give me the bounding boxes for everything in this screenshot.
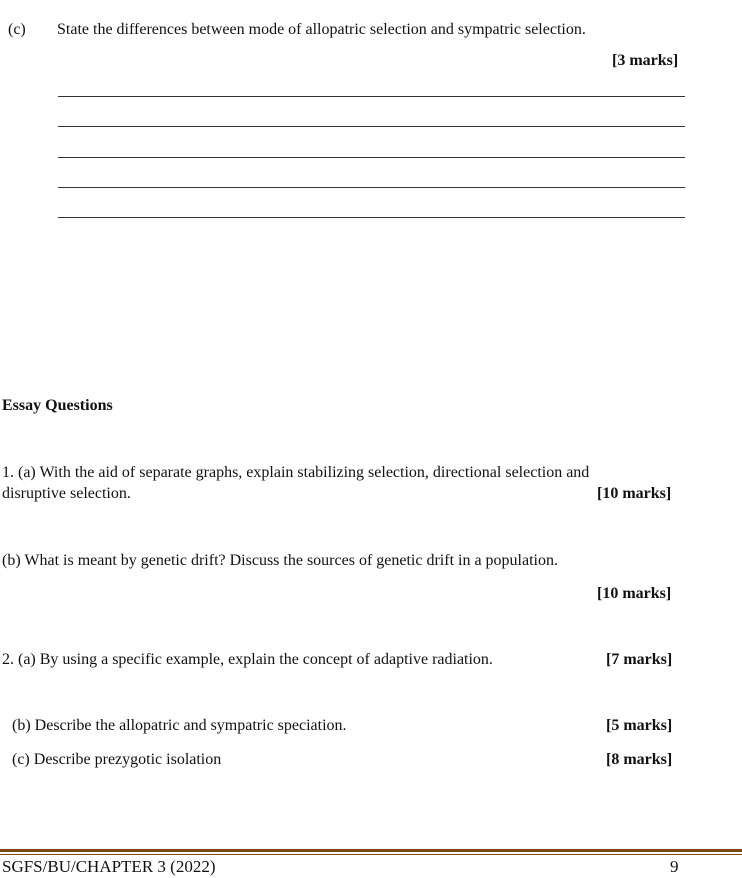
answer-line [58,217,685,218]
question-2a-marks: [7 marks] [606,651,673,668]
page-number: 9 [670,857,679,876]
answer-line [58,96,685,97]
answer-line [58,126,685,127]
essay-heading: Essay Questions [2,397,113,414]
answer-line [58,157,685,158]
question-1a-line1: 1. (a) With the aid of separate graphs, explain stabilizing selection, directional selection and [2,464,590,481]
question-1b-text: (b) What is meant by genetic drift? Discuss the sources of genetic drift in a population. [2,552,558,569]
question-c-text: State the differences between mode of allopatric selection and sympatric selection. [57,21,586,38]
question-c-marks: [3 marks] [612,52,679,69]
question-2a-text: 2. (a) By using a specific example, explain the concept of adaptive radiation. [2,651,493,668]
question-1a-line2: disruptive selection. [2,485,131,502]
question-2b-text: (b) Describe the allopatric and sympatric speciation. [12,717,347,734]
footer-label: SGFS/BU/CHAPTER 3 (2022) [2,857,216,876]
footer-rule-thin [0,854,742,855]
footer-rule [0,849,742,852]
question-2c-marks: [8 marks] [606,751,673,768]
question-1b-marks: [10 marks] [597,585,672,602]
question-2b-marks: [5 marks] [606,717,673,734]
question-1a-marks: [10 marks] [597,485,672,502]
question-2c-text: (c) Describe prezygotic isolation [12,751,222,768]
answer-line [58,187,685,188]
question-c-label: (c) [8,21,26,38]
